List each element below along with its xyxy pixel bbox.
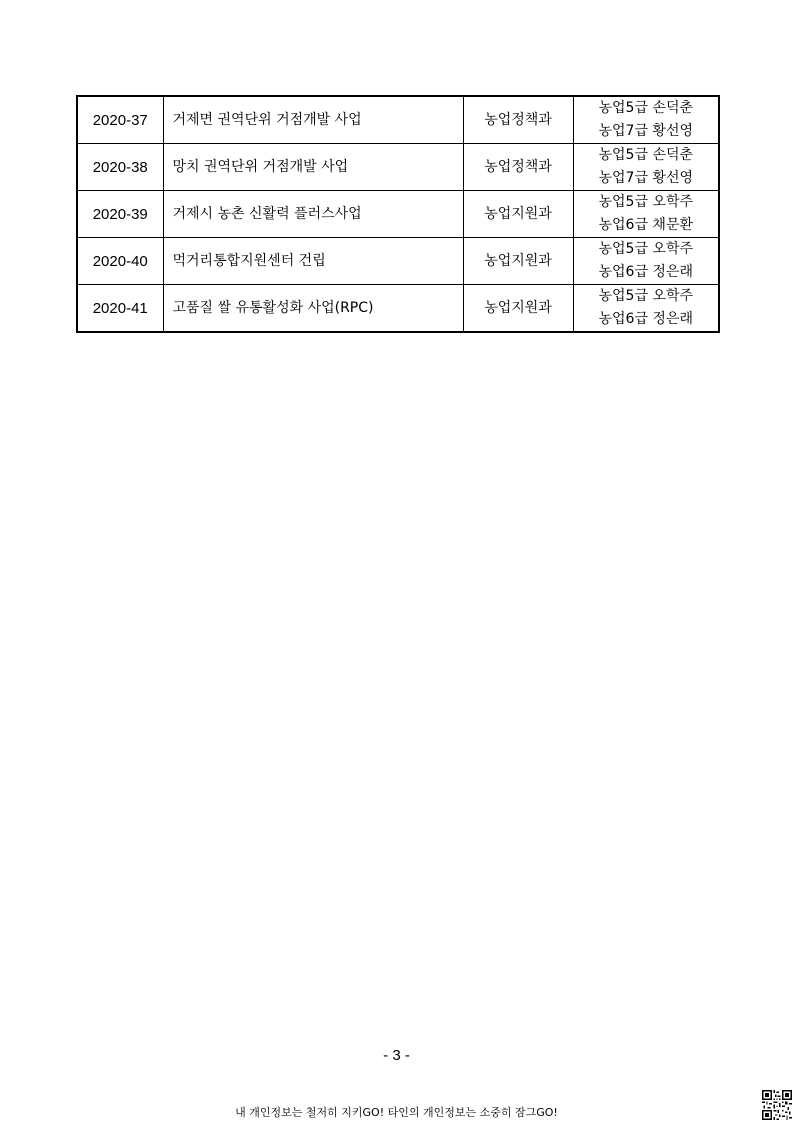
project-id: 2020-40 bbox=[77, 238, 163, 285]
table-row bbox=[77, 285, 719, 333]
project-title: 먹거리통합지원센터 건립 bbox=[163, 238, 463, 285]
project-id: 2020-37 bbox=[77, 96, 163, 144]
staff-name: 농업5급 오학주 bbox=[598, 288, 693, 304]
project-title: 거제시 농촌 신활력 플러스사업 bbox=[163, 191, 463, 238]
staff-name: 농업7급 황선영 bbox=[598, 123, 693, 139]
project-table bbox=[76, 95, 720, 333]
project-title: 망치 권역단위 거점개발 사업 bbox=[163, 144, 463, 191]
table-row bbox=[77, 144, 719, 191]
staff-name: 농업6급 정은래 bbox=[598, 264, 693, 280]
staff-name: 농업6급 정은래 bbox=[598, 311, 693, 327]
table-row bbox=[77, 238, 719, 285]
qr-code-icon bbox=[762, 1090, 792, 1120]
project-id: 2020-39 bbox=[77, 191, 163, 238]
staff-cell bbox=[573, 96, 719, 144]
staff-cell bbox=[573, 285, 719, 333]
staff-cell bbox=[573, 238, 719, 285]
privacy-footer: 내 개인정보는 철저히 지키GO! 타인의 개인정보는 소중히 잠그GO! bbox=[235, 1106, 558, 1119]
staff-cell bbox=[573, 144, 719, 191]
project-title: 고품질 쌀 유통활성화 사업(RPC) bbox=[163, 285, 463, 333]
project-id: 2020-41 bbox=[77, 285, 163, 333]
project-id: 2020-38 bbox=[77, 144, 163, 191]
department: 농업지원과 bbox=[463, 191, 573, 238]
project-title: 거제면 권역단위 거점개발 사업 bbox=[163, 96, 463, 144]
staff-name: 농업5급 손덕춘 bbox=[598, 100, 693, 116]
staff-name: 농업5급 손덕춘 bbox=[598, 147, 693, 163]
staff-name: 농업5급 오학주 bbox=[598, 241, 693, 257]
page-number: - 3 - bbox=[383, 1047, 410, 1064]
table-row bbox=[77, 96, 719, 144]
department: 농업정책과 bbox=[463, 144, 573, 191]
department: 농업정책과 bbox=[463, 96, 573, 144]
table-row bbox=[77, 191, 719, 238]
staff-name: 농업5급 오학주 bbox=[598, 194, 693, 210]
staff-name: 농업7급 황선영 bbox=[598, 170, 693, 186]
staff-name: 농업6급 채문환 bbox=[598, 217, 693, 233]
department: 농업지원과 bbox=[463, 285, 573, 333]
staff-cell bbox=[573, 191, 719, 238]
department: 농업지원과 bbox=[463, 238, 573, 285]
